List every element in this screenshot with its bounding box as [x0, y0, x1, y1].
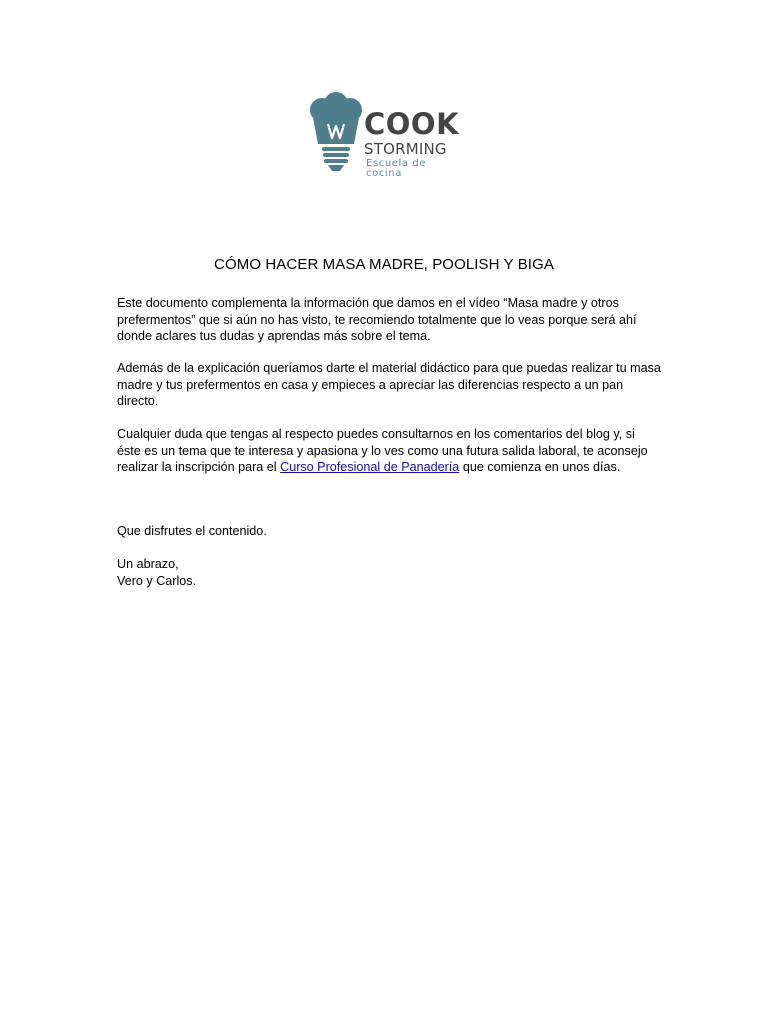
logo-name-secondary: STORMING	[364, 140, 447, 158]
paragraph-questions-text-end: que comienza en unos días.	[459, 460, 621, 474]
chef-hat-lightbulb-icon	[308, 92, 364, 174]
paragraph-material: Además de la explicación queríamos darte el material didáctico para que puedas realizar tu masa madre y tus prefermentos en casa y empieces a apreciar las diferencias respecto a un pan directo.	[117, 361, 661, 408]
paragraph-intro: Este documento complementa la información que damos en el vídeo “Masa madre y otros prefermentos” que si aún no has visto, te recomiendo totalmente que lo veas porque será ahí donde aclares tus dudas y aprendas más sobre el tema.	[117, 296, 637, 343]
signature: Vero y Carlos.	[117, 573, 197, 588]
logo-name: COOK	[364, 107, 460, 141]
paragraph-questions	[117, 426, 662, 476]
paragraph-questions-text: Cualquier duda que tengas al respecto puedes consultarnos en los comentarios del blog y, si éste es un tema que te interesa y apasiona y lo ves como una futura salida laboral, te aconsejo realizar la inscripción para el	[117, 427, 648, 474]
cookstorming-logo	[308, 92, 464, 179]
document-title: CÓMO HACER MASA MADRE, POOLISH Y BIGA	[214, 256, 554, 273]
logo-subtitle: Escuela de cocina	[366, 158, 427, 179]
paragraph-enjoy: Que disfrutes el contenido.	[117, 524, 267, 538]
closing-block	[117, 556, 662, 589]
course-link[interactable]: Curso Profesional de Panadería	[280, 460, 460, 474]
closing-greeting: Un abrazo,	[117, 557, 179, 571]
